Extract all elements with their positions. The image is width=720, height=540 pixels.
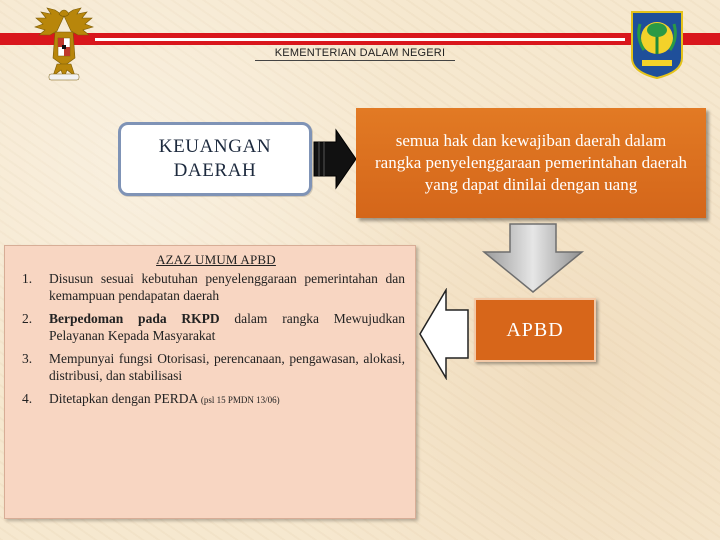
list-item-number: 1.	[22, 271, 33, 286]
definition-box	[356, 108, 706, 218]
azaz-list	[5, 270, 415, 415]
garuda-pancasila-logo	[33, 6, 95, 82]
header-white-stripe	[95, 38, 625, 41]
apbd-label: APBD	[506, 318, 564, 341]
list-item	[5, 390, 415, 409]
list-item	[5, 350, 415, 384]
list-item-text-bold: Berpedoman pada RKPD	[49, 311, 220, 326]
keuangan-label-line1: KEUANGAN	[158, 136, 272, 157]
header-underline	[255, 60, 455, 61]
list-item-text: dalam rangka Mewujudkan Pelayanan Kepada Masyarakat	[49, 311, 405, 343]
right-arrow-icon	[312, 128, 358, 190]
list-item	[5, 310, 415, 344]
down-arrow-icon	[480, 222, 586, 294]
keuangan-label-line2: DAERAH	[173, 160, 257, 181]
kemendagri-logo	[628, 8, 686, 80]
list-item-reference: (psl 15 PMDN 13/06)	[200, 395, 280, 405]
list-item-number: 3.	[22, 351, 33, 366]
apbd-box	[474, 298, 596, 362]
page-header-title: KEMENTERIAN DALAM NEGERI	[274, 47, 446, 59]
list-item	[5, 270, 415, 304]
definition-text: semua hak dan kewajiban daerah dalam rangka penyelenggaraan pemerintahan daerah yang dapat dinilai dengan uang	[375, 131, 687, 194]
list-item-text: Mempunyai fungsi Otorisasi, perencanaan, pengawasan, alokasi, distribusi, dan stabilisasi	[49, 351, 405, 383]
azaz-umum-panel	[4, 245, 416, 519]
list-item-text: Ditetapkan dengan PERDA	[49, 391, 201, 406]
keuangan-daerah-box	[118, 122, 312, 196]
list-item-number: 4.	[22, 391, 33, 406]
list-item-number: 2.	[22, 311, 33, 326]
left-arrow-icon	[418, 288, 470, 380]
list-item-text: Disusun sesuai kebutuhan penyelenggaraan pemerintahan dan kemampuan pendapatan daerah	[49, 271, 405, 303]
azaz-title: AZAZ UMUM APBD	[156, 252, 276, 267]
